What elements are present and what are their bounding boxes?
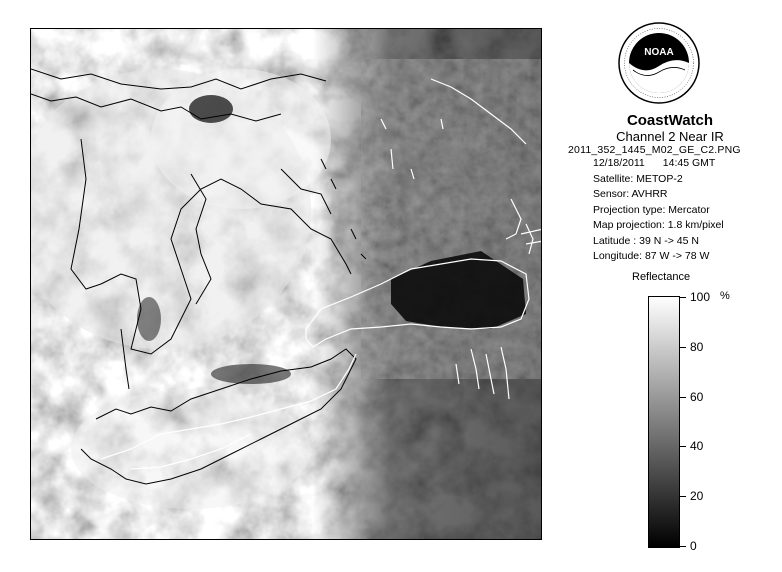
colorbar-tick: [680, 446, 686, 447]
colorbar-tick-label: 60: [690, 389, 704, 404]
colorbar-tick: [680, 347, 686, 348]
date-time: [593, 156, 760, 172]
map-image: [31, 29, 542, 540]
colorbar-tick: [680, 297, 686, 298]
colorbar-tick-label: 100: [690, 290, 711, 304]
colorbar-tick: [680, 397, 686, 398]
satellite-info: Satellite: METOP-2: [593, 172, 683, 185]
colorbar-tick-label: 80: [690, 339, 704, 354]
colorbar-tick-label: 20: [690, 489, 704, 504]
colorbar-tick: [680, 496, 686, 497]
colorbar-tick-label: 0: [690, 539, 697, 553]
colorbar-tick: [680, 546, 686, 547]
date-value: 12/18/2011: [593, 157, 645, 169]
satellite-map: [30, 28, 542, 540]
projection-type: Projection type: Mercator: [593, 203, 710, 216]
reflectance-colorbar: [648, 296, 680, 548]
map-projection: Map projection: 1.8 km/pixel: [593, 219, 724, 231]
legend-title: Reflectance: [632, 271, 691, 283]
info-panel: [560, 112, 760, 265]
file-name: 2011_352_1445_M02_GE_C2.PNG: [568, 144, 741, 156]
latitude-range: Latitude : 39 N -> 45 N: [593, 234, 699, 247]
org-name: CoastWatch: [626, 112, 714, 129]
longitude-range: Longitude: 87 W -> 78 W: [593, 250, 710, 262]
legend-unit: %: [720, 290, 730, 302]
sensor-info: Sensor: AVHRR: [593, 188, 668, 200]
noaa-logo-text: NOAA: [644, 47, 674, 58]
colorbar-tick-label: 40: [690, 439, 704, 454]
noaa-logo: [618, 22, 700, 104]
channel-name: Channel 2 Near IR: [616, 129, 724, 144]
time-value: 14:45 GMT: [662, 157, 716, 169]
